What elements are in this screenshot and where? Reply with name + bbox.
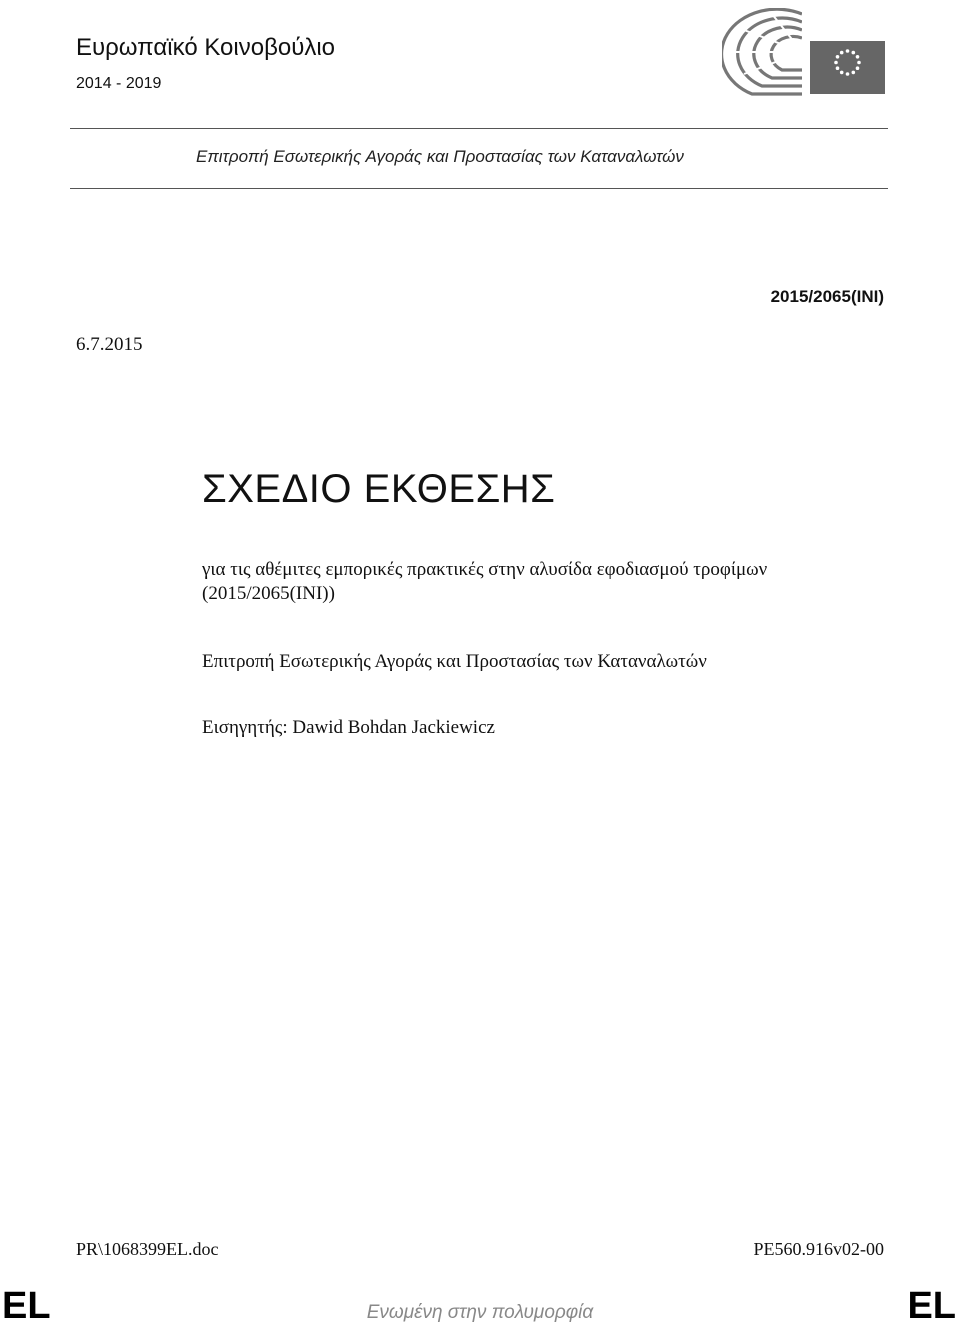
subject-line-1: για τις αθέμιτες εμπορικές πρακτικές στην αλυσίδα εφοδιασμού τροφίμων bbox=[202, 559, 768, 580]
language-code-right: EL bbox=[907, 1285, 956, 1327]
document-date: 6.7.2015 bbox=[76, 334, 143, 355]
document-type-title: ΣΧΕΔΙΟ ΕΚΘΕΣΗΣ bbox=[202, 467, 556, 511]
header-rule-top bbox=[70, 128, 888, 129]
pe-reference: PE560.916v02-00 bbox=[753, 1239, 884, 1259]
institution-name: Ευρωπαϊκό Κοινοβούλιο bbox=[76, 34, 336, 61]
header-rule-bottom bbox=[70, 188, 888, 189]
file-reference: PR\1068399EL.doc bbox=[76, 1239, 219, 1259]
european-parliament-logo bbox=[722, 8, 887, 98]
rapporteur: Εισηγητής: Dawid Bohdan Jackiewicz bbox=[202, 717, 495, 738]
subject-line-2: (2015/2065(INI)) bbox=[202, 583, 335, 604]
responsible-committee: Επιτροπή Εσωτερικής Αγοράς και Προστασίας των Καταναλωτών bbox=[202, 651, 707, 672]
parliamentary-term: 2014 - 2019 bbox=[76, 75, 162, 92]
eu-motto: Ενωμένη στην πολυμορφία bbox=[366, 1302, 594, 1323]
language-code-left: EL bbox=[2, 1285, 51, 1327]
committee-header: Επιτροπή Εσωτερικής Αγοράς και Προστασίας των Καταναλωτών bbox=[196, 147, 684, 166]
procedure-reference: 2015/2065(INI) bbox=[770, 287, 884, 306]
